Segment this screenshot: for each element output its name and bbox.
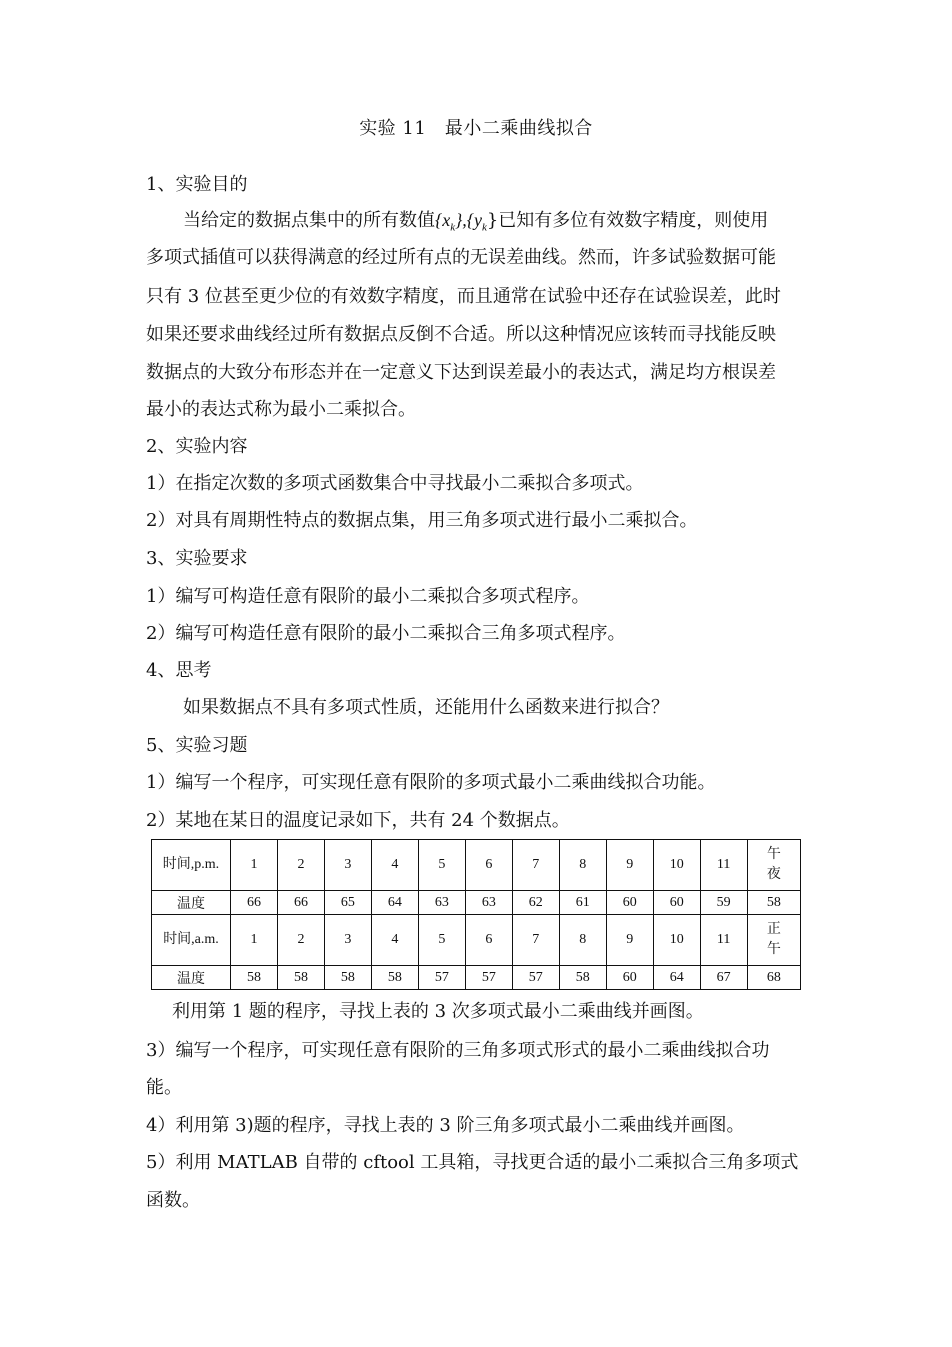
- section-1-paragraph-line-2: 多项式插值可以获得满意的经过所有点的无误差曲线。然而，许多试验数据可能: [146, 247, 776, 268]
- row-header-temp: 温度: [152, 891, 231, 915]
- table-cell: 58: [559, 966, 606, 990]
- table-cell: 5: [418, 915, 465, 966]
- table-cell: 63: [465, 891, 512, 915]
- section-5-item-4: 4）利用第 3)题的程序，寻找上表的 3 阶三角多项式最小二乘曲线并画图。: [146, 1115, 745, 1136]
- section-1-paragraph-line-5: 数据点的大致分布形态并在一定意义下达到误差最小的表达式，满足均方根误差: [146, 362, 776, 383]
- section-1-paragraph-line-1: [183, 207, 816, 241]
- page-title: 实验 11 最小二乘曲线拟合: [359, 118, 593, 139]
- row-header-pm: 时间,p.m.: [152, 840, 231, 891]
- table-cell: 10: [653, 840, 700, 891]
- section-1-heading: 1、实验目的: [146, 174, 248, 195]
- table-cell: 6: [465, 840, 512, 891]
- table-row: [152, 891, 801, 915]
- table-cell: 午夜: [747, 840, 800, 891]
- table-cell: 66: [277, 891, 324, 915]
- table-cell: 11: [700, 915, 747, 966]
- table-cell: 60: [653, 891, 700, 915]
- paragraph-text: 当给定的数据点集中的所有数值: [183, 210, 435, 231]
- table-cell: 58: [371, 966, 418, 990]
- temperature-table: [151, 839, 801, 990]
- table-cell: 68: [747, 966, 800, 990]
- section-5-item-3-line-1: 3）编写一个程序，可实现任意有限阶的三角多项式形式的最小二乘曲线拟合功: [146, 1040, 770, 1061]
- math-xk: $\{x_k\},\{y_k$: [435, 210, 487, 234]
- section-3-item-2: 2）编写可构造任意有限阶的最小二乘拟合三角多项式程序。: [146, 623, 626, 644]
- table-row: [152, 966, 801, 990]
- section-5-heading: 5、实验习题: [146, 735, 248, 756]
- table-cell: 58: [231, 966, 278, 990]
- table-cell: 65: [324, 891, 371, 915]
- table-row: [152, 840, 801, 891]
- section-5-after-table: 利用第 1 题的程序，寻找上表的 3 次多项式最小二乘曲线并画图。: [172, 1001, 704, 1022]
- paragraph-text: }已知有多位有效数字精度，则使用: [486, 210, 769, 231]
- row-header-temp: 温度: [152, 966, 231, 990]
- table-cell: 5: [418, 840, 465, 891]
- table-cell: 60: [606, 966, 653, 990]
- table-cell: 62: [512, 891, 559, 915]
- table-cell: 3: [324, 840, 371, 891]
- section-5-item-2: 2）某地在某日的温度记录如下，共有 24 个数据点。: [146, 810, 570, 831]
- table-cell: 4: [371, 915, 418, 966]
- section-3-item-1: 1）编写可构造任意有限阶的最小二乘拟合多项式程序。: [146, 586, 590, 607]
- section-1-paragraph-line-3: 只有 3 位甚至更少位的有效数字精度，而且通常在试验中还存在试验误差，此时: [146, 286, 781, 307]
- table-cell: 59: [700, 891, 747, 915]
- section-5-item-5-line-1: 5）利用 MATLAB 自带的 cftool 工具箱，寻找更合适的最小二乘拟合三角多项式: [146, 1152, 799, 1173]
- section-2-item-1: 1）在指定次数的多项式函数集合中寻找最小二乘拟合多项式。: [146, 473, 644, 494]
- table-row: [152, 915, 801, 966]
- table-cell: 4: [371, 840, 418, 891]
- table-cell: 57: [418, 966, 465, 990]
- table-cell: 57: [465, 966, 512, 990]
- table-cell: 9: [606, 915, 653, 966]
- table-cell: 61: [559, 891, 606, 915]
- table-cell: 7: [512, 840, 559, 891]
- table-cell: 57: [512, 966, 559, 990]
- section-5-item-1: 1）编写一个程序，可实现任意有限阶的多项式最小二乘曲线拟合功能。: [146, 772, 716, 793]
- table-cell: 1: [231, 840, 278, 891]
- section-1-paragraph-line-4: 如果还要求曲线经过所有数据点反倒不合适。所以这种情况应该转而寻找能反映: [146, 324, 776, 345]
- table-cell: 9: [606, 840, 653, 891]
- table-cell: 66: [231, 891, 278, 915]
- table-cell: 2: [277, 840, 324, 891]
- table-cell: 64: [653, 966, 700, 990]
- section-1-paragraph-line-6: 最小的表达式称为最小二乘拟合。: [146, 399, 416, 420]
- table-cell: 67: [700, 966, 747, 990]
- table-cell: 58: [277, 966, 324, 990]
- section-2-heading: 2、实验内容: [146, 436, 248, 457]
- table-cell: 8: [559, 915, 606, 966]
- table-cell: 7: [512, 915, 559, 966]
- section-4-heading: 4、思考: [146, 660, 212, 681]
- table-cell: 58: [747, 891, 800, 915]
- table-cell: 11: [700, 840, 747, 891]
- section-2-item-2: 2）对具有周期性特点的数据点集，用三角多项式进行最小二乘拟合。: [146, 510, 698, 531]
- table-cell: 正午: [747, 915, 800, 966]
- table-cell: 2: [277, 915, 324, 966]
- row-header-am: 时间,a.m.: [152, 915, 231, 966]
- section-5-item-5-line-2: 函数。: [146, 1190, 200, 1211]
- table-cell: 1: [231, 915, 278, 966]
- table-cell: 10: [653, 915, 700, 966]
- section-5-item-3-line-2: 能。: [146, 1077, 182, 1098]
- table-cell: 6: [465, 915, 512, 966]
- table-cell: 58: [324, 966, 371, 990]
- table-cell: 63: [418, 891, 465, 915]
- table-cell: 8: [559, 840, 606, 891]
- table-cell: 64: [371, 891, 418, 915]
- table-cell: 3: [324, 915, 371, 966]
- section-3-heading: 3、实验要求: [146, 548, 248, 569]
- section-4-paragraph: 如果数据点不具有多项式性质，还能用什么函数来进行拟合？: [183, 697, 669, 718]
- table-cell: 60: [606, 891, 653, 915]
